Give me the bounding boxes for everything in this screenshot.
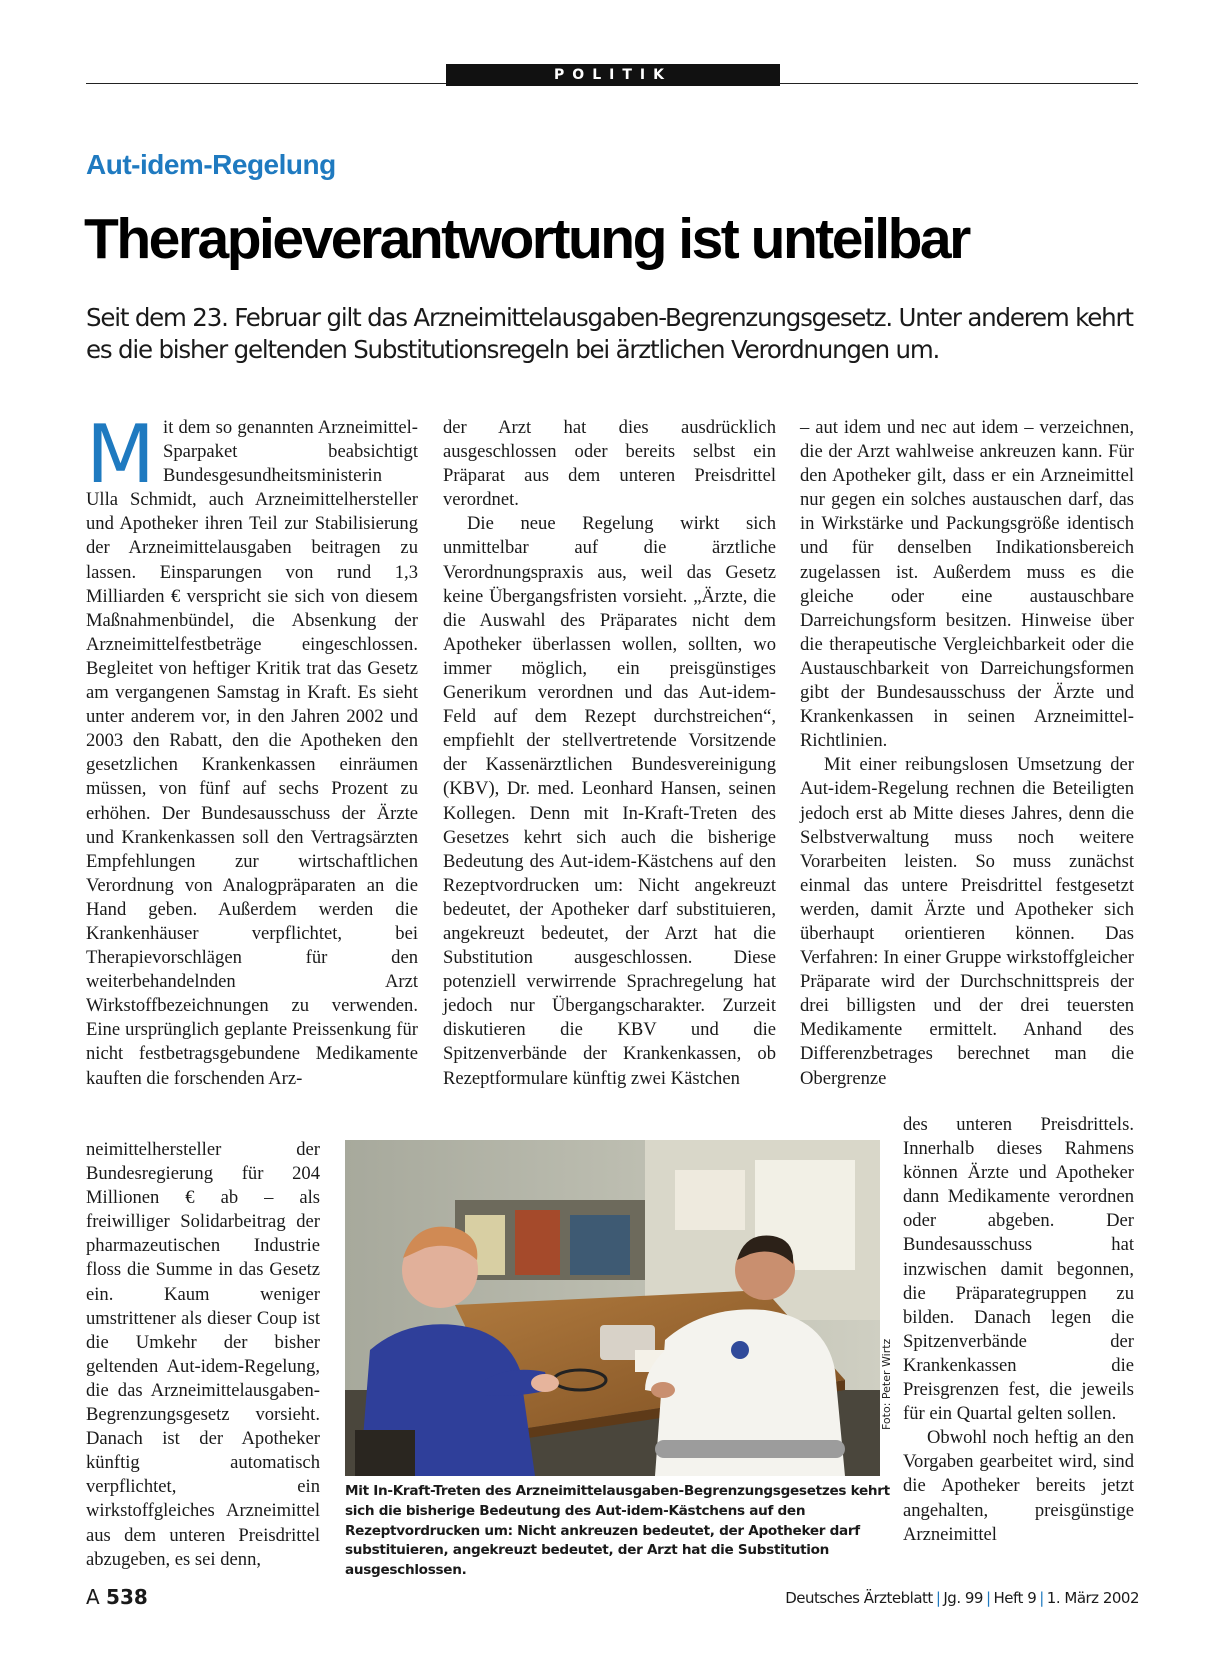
article-headline: Therapieverantwortung ist unteilbar xyxy=(84,207,969,271)
photo-caption: Mit In-Kraft-Treten des Arzneimittelausgaben-Begrenzungsgesetzes kehrt sich die bisherige Bedeutung des Aut-idem-Kästchens auf den Rezeptvordrucken um: Nicht ankreuzen bedeutet, der Apotheker darf substituieren, angekreuzt bedeutet, der Arzt hat die Substitution ausgeschlossen. xyxy=(345,1483,890,1579)
paragraph: neimittelhersteller der Bundesregierung für 204 Millionen € ab – als freiwilliger Solidarbeitrag der pharmazeutischen Industrie floss die Summe in das Gesetz ein. Kaum weniger umstrittener als dieser Coup ist die Umkehr der bisher geltenden Aut-idem-Regelung, die das Arzneimittelausgaben-Begrenzungsgesetz vorsieht. Danach ist der Apotheker künftig automatisch verpflichtet, ein wirkstoffgleiches Arzneimittel aus dem unteren Preisdrittel abzugeben, es sei denn, xyxy=(86,1139,320,1570)
column-3-continued xyxy=(903,1113,1134,1547)
paragraph: Obwohl noch heftig an den Vorgaben gearbeitet wird, sind die Apotheker bereits jetzt angehalten, preisgünstige Arzneimittel xyxy=(903,1427,1134,1545)
column-1-continued xyxy=(86,1138,320,1572)
section-label: POLITIK xyxy=(446,64,780,86)
paragraph: it dem so genannten Arzneimittel-Sparpaket beabsichtigt Bundesgesundheitsministerin Ulla Schmidt, auch Arzneimittelhersteller und Apotheker ihren Teil zur Stabilisierung der Arzneimittelausgaben beitragen zu lassen. Einsparungen von rund 1,3 Milliarden € verspricht sie sich von diesem Maßnahmenbündel, die Absenkung der Arzneimittelfestbeträge eingeschlossen. Begleitet von heftiger Kritik trat das Gesetz am vergangenen Samstag in Kraft. Es sieht unter anderem vor, in den Jahren 2002 und 2003 den Rabatt, den die Apotheken den gesetzlichen Krankenkassen einräumen müssen, von fünf auf sechs Prozent zu erhöhen. Der Bundesausschuss der Ärzte und Krankenkassen soll den Vertragsärzten Empfehlungen zur wirtschaftlichen Verordnung von Analogpräparaten an die Hand geben. Außerdem werden die Krankenhäuser verpflichtet, bei Therapievorschlägen für den weiterbehandelnden Arzt Wirkstoffbezeichnungen zu verwenden. Eine ursprünglich geplante Preissenkung für nicht festbetragsgebundene Medikamente kauften die forschenden Arz- xyxy=(86,417,418,1089)
page-prefix: A xyxy=(86,1585,100,1609)
photo-credit: Foto: Peter Wirtz xyxy=(880,1338,893,1430)
article-lead: Seit dem 23. Februar gilt das Arzneimittelausgaben-Begrenzungsgesetz. Unter anderem kehrt es die bisher geltenden Substitutionsregeln bei ärztlichen Verordnungen um. xyxy=(86,303,1133,364)
journal-info: Deutsches Ärzteblatt | Jg. 99 | Heft 9 | 1. März 2002 xyxy=(785,1589,1139,1607)
article-kicker: Aut-idem-Regelung xyxy=(86,149,336,180)
article-photo xyxy=(345,1140,880,1476)
page-number-value: 538 xyxy=(106,1585,148,1609)
column-1 xyxy=(86,416,418,1138)
page-number xyxy=(86,1585,148,1609)
journal-issue: Heft 9 xyxy=(993,1589,1037,1607)
column-3 xyxy=(800,416,1134,1091)
paragraph: – aut idem und nec aut idem – verzeichnen, die der Arzt wahlweise ankreuzen kann. Für den Apotheker gilt, dass er ein Arzneimittel nur gegen ein solches austauschen darf, das in Wirkstärke und Packungsgröße identisch und für denselben Indikationsbereich zugelassen ist. Außerdem muss es die gleiche oder eine austauschbare Darreichungsform besitzen. Hinweise über die therapeutische Vergleichbarkeit oder die Austauschbarkeit von Darreichungsformen gibt der Bundesausschuss der Ärzte und Krankenkassen in seinen Arzneimittel-Richtlinien. xyxy=(800,417,1134,752)
journal-date: 1. März 2002 xyxy=(1046,1589,1139,1607)
paragraph: des unteren Preisdrittels. Innerhalb dieses Rahmens können Ärzte und Apotheker dann Medikamente verordnen oder abgeben. Der Bundesausschuss hat inzwischen damit begonnen, die Präparategruppen zu bilden. Danach legen die Spitzenverbände der Krankenkassen die Preisgrenzen fest, die jeweils für ein Quartal gelten sollen. xyxy=(903,1114,1134,1425)
paragraph: Die neue Regelung wirkt sich unmittelbar auf die ärztliche Verordnungspraxis aus, weil das Gesetz keine Übergangsfristen vorsieht. „Ärzte, die die Auswahl des Präparates nicht dem Apotheker überlassen wollen, sollten, wo immer möglich, ein preisgünstiges Generikum verordnen und das Aut-idem-Feld auf dem Rezept durchstreichen“, empfiehlt der stellvertretende Vorsitzende der Kassenärztlichen Bundesvereinigung (KBV), Dr. med. Leonhard Hansen, seinen Kollegen. Denn mit In-Kraft-Treten des Gesetzes kehrt sich auch die bisherige Bedeutung des Aut-idem-Kästchens auf den Rezeptvordrucken um: Nicht angekreuzt bedeutet, der Apotheker darf substituieren, angekreuzt bedeutet, der Arzt hat die Substitution ausgeschlossen. Diese potenziell verwirrende Sprachregelung hat jedoch nur Übergangscharakter. Zurzeit diskutieren die KBV und die Spitzenverbände der Krankenkassen, ob Rezeptformulare künftig zwei Kästchen xyxy=(443,513,776,1089)
paragraph: der Arzt hat dies ausdrücklich ausgeschlossen oder bereits selbst ein Präparat aus dem unteren Preisdrittel verordnet. xyxy=(443,417,776,511)
paragraph: Mit einer reibungslosen Umsetzung der Aut-idem-Regelung rechnen die Beteiligten jedoch erst ab Mitte dieses Jahres, denn die Selbstverwaltung muss noch weitere Vorarbeiten leisten. So muss zunächst einmal das untere Preisdrittel festgesetzt werden, damit Ärzte und Apotheker sich überhaupt orientieren können. Das Verfahren: In einer Gruppe wirkstoffgleicher Präparate wird der Durchschnittspreis der drei billigsten und der drei teuersten Medikamente ermittelt. Anhand des Differenzbetrages berechnet man die Obergrenze xyxy=(800,754,1134,1089)
journal-name: Deutsches Ärzteblatt xyxy=(785,1589,933,1607)
photo-illustration xyxy=(345,1140,880,1476)
column-2 xyxy=(443,416,776,1091)
drop-cap: M xyxy=(86,416,156,501)
journal-volume: Jg. 99 xyxy=(943,1589,983,1607)
